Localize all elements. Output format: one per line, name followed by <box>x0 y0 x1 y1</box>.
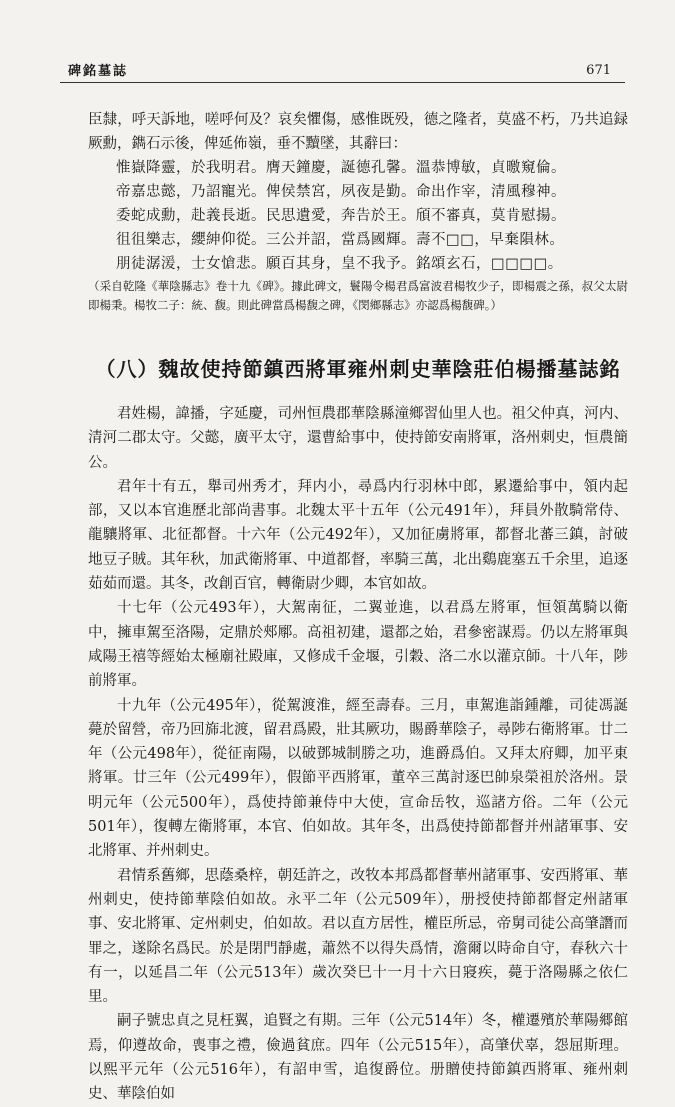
section-title: （八）魏故使持節鎮西將軍雍州刺史華陰莊伯楊播墓誌銘 <box>95 357 621 381</box>
verse-line: 委蛇成勳，赴義長逝。民思遺愛，奔告於王。頎不審真，莫肯慰揚。 <box>116 208 566 224</box>
body-paragraph: 君年十有五，舉司州秀才，拜内小，尋爲内行羽林中郎，累遷給事中，領内起部，又以本官進歷北部尚書事。北魏太平十五年（公元491年），拜員外散騎常侍、龍驤將軍、北征都督。十六年（公元492年），又加征虜將軍，都督北蕃三鎮，討破地豆子賊。其年秋，加武衛將軍、中道都督，率騎三萬，北出鷄鹿塞五千余里，追逐茹茹而還。其冬，改創百官，轉衛尉少卿，本官如故。 <box>88 478 628 593</box>
inscription-body <box>88 402 628 1107</box>
page-number: 671 <box>586 63 611 78</box>
verse-line: 徂徂樂志，纓紳仰從。三公并詔，當爲國輝。壽不□□，早棄隕林。 <box>116 232 565 248</box>
body-paragraph: 君姓楊，諱播，字延慶，司州恒農郡華陰縣潼鄉習仙里人也。祖父仲真，河内、清河二郡太守。父懿，廣平太守，還曹給事中，使持節安南將軍，洛州刺史，恒農簡公。 <box>88 406 628 471</box>
verse-line: 朋徒潺湲，士女愴悲。願百其身，皇不我予。銘頌玄石，□□□□。 <box>116 256 563 272</box>
body-paragraph: 君情系舊鄉，思蔭桑梓，朝廷許之，改牧本邦爲都督華州諸軍事、安西將軍、華州刺史，使持節華陰伯如故。永平二年（公元509年），册授使持節都督定州諸軍事、安北將軍、定州刺史，伯如故。君以直方居性，權臣所忌，帝舅司徒公高肇譖而罪之，遂除名爲民。於是閉門靜處，蕭然不以得失爲情，澹爾以時命自守，春秋六十有一，以延昌二年（公元513年）歲次癸巳十一月十六日寢疾，薨于洛陽縣之依仁里。 <box>88 867 628 1006</box>
header-rule <box>60 82 625 83</box>
source-note: （采自乾隆《華陰縣志》卷十九《碑》。據此碑文，鬟陽令楊君爲富波君楊牧少子，即楊震之孫，叔父太尉即楊秉。楊牧二子：統、馥。則此碑當爲楊馥之碑，《閔鄉縣志》亦認爲楊馥碑。） <box>88 279 628 312</box>
page-header <box>60 56 625 82</box>
intro-paragraph: 臣隸，呼天訴地，嗟呼何及？哀矣懼傷，感惟既殁，德之隆者，莫盛不朽，乃共追録厥勳，鐫石示後，俾延佈嶺，垂不黷墜，其辭曰： <box>88 112 628 152</box>
body-paragraph: 嗣子號忠貞之見枉翼，追賢之有期。三年（公元514年）冬，權遷殯於華陽郷館焉，仰遵故命，喪事之禮，儉過貧庶。四年（公元515年），高肇伏辜，怨屈斯理。以熙平元年（公元516年），有詔申雪，追復爵位。册贈使持節鎮西將軍、雍州刺史、華陰伯如 <box>88 1013 628 1103</box>
epitaph-continuation <box>88 108 628 276</box>
running-title: 碑銘墓誌 <box>68 64 129 79</box>
body-paragraph: 十九年（公元495年），從駕渡淮，經至壽春。三月，車駕進詣鍾離，司徒馮誕薨於留營，帝乃回旆北渡，留君爲殿，壯其厥功，賜爵華陰子，尋陟右衛將軍。廿二年（公元498年），從征南陽，以破鄧城制勝之功，進爵爲伯。又拜太府卿，加平東將軍。廿三年（公元499年），假節平西將軍，董卒三萬討逐巴帥泉榮祖於洛州。景明元年（公元500年），爲使持節兼侍中大使，宣命岳牧，巡諸方俗。二年（公元501年），復轉左衛將軍，本官、伯如故。其年冬，出爲使持節都督并州諸軍事、安北將軍、并州刺史。 <box>88 697 628 860</box>
verse-line: 惟嶽降靈，於我明君。膺天鐘慶，誕德孔馨。溫恭博敏，貞曒窺倫。 <box>116 160 566 176</box>
verse-line: 帝嘉忠懿，乃詔寵光。俾侯禁宮，夙夜是勤。命出作宰，清風穆神。 <box>116 184 566 200</box>
body-paragraph: 十七年（公元493年），大駕南征，二翼並進，以君爲左將軍，恒領萬騎以衛中，擁車駕至洛陽，定鼎於郟鄏。高祖初建，還都之始，君參密謀焉。仍以左將軍與咸陽王禧等經始太極廟社殿庫，又修成千金堰，引穀、洛二水以灌京師。十八年，陟前將軍。 <box>88 600 628 690</box>
